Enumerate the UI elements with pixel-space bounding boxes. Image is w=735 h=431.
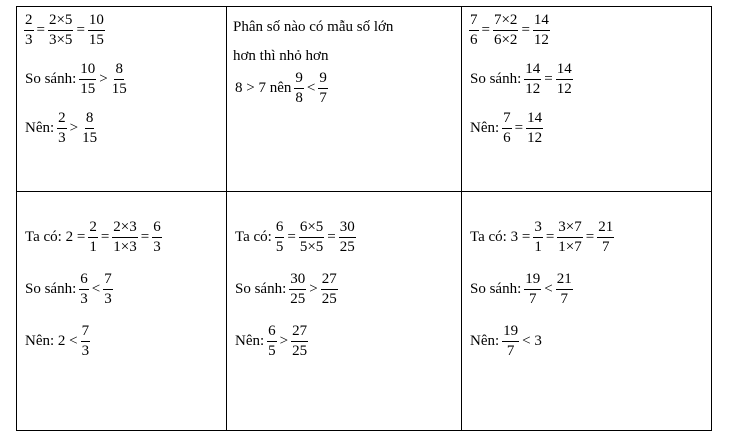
fraction-numerator: 30 xyxy=(289,272,306,290)
fraction xyxy=(502,111,512,146)
fraction-numerator: 9 xyxy=(294,71,304,89)
math-text: = xyxy=(100,229,110,245)
fraction-numerator: 3×7 xyxy=(557,220,582,238)
math-line xyxy=(468,220,705,255)
fraction-numerator: 30 xyxy=(339,220,356,238)
fraction-numerator: 2×3 xyxy=(112,220,137,238)
fraction xyxy=(318,71,328,106)
fraction-denominator: 12 xyxy=(533,32,549,48)
fraction-denominator: 15 xyxy=(111,81,127,97)
fraction-numerator: 6 xyxy=(267,324,277,342)
fraction xyxy=(81,111,98,146)
fraction xyxy=(556,272,573,307)
math-text: Ta có: 2 = xyxy=(25,229,86,245)
cell-1-2 xyxy=(227,7,462,192)
math-text: > xyxy=(99,71,108,87)
math-text: Nên: xyxy=(470,333,500,349)
fraction xyxy=(493,13,518,48)
fraction-numerator: 2 xyxy=(88,220,98,238)
math-text: Ta có: xyxy=(235,229,272,245)
fraction-denominator: 5 xyxy=(275,239,284,255)
math-text: = xyxy=(327,229,336,245)
math-line xyxy=(233,324,455,359)
fraction-numerator: 8 xyxy=(114,62,124,80)
fraction-numerator: 3 xyxy=(533,220,543,238)
math-text: < xyxy=(306,80,316,96)
fraction xyxy=(112,220,137,255)
fraction-numerator: 6 xyxy=(275,220,285,238)
math-line xyxy=(468,272,705,307)
fraction-denominator: 3×5 xyxy=(48,32,73,48)
fraction-numerator: 14 xyxy=(533,13,550,31)
math-text: = xyxy=(140,229,150,245)
fraction xyxy=(88,220,98,255)
math-text: 8 > 7 nên xyxy=(235,80,292,96)
fraction xyxy=(111,62,128,97)
math-text: < xyxy=(91,281,101,297)
math-line xyxy=(23,324,220,359)
math-line xyxy=(468,111,705,146)
fraction-numerator: 19 xyxy=(502,324,519,342)
fraction-numerator: 2×5 xyxy=(48,13,73,31)
table-row xyxy=(17,192,712,431)
fraction xyxy=(291,324,308,359)
fraction-numerator: 7 xyxy=(103,272,113,290)
fraction-numerator: 10 xyxy=(79,62,96,80)
comparison-table xyxy=(16,6,712,431)
fraction-denominator: 7 xyxy=(560,291,568,307)
fraction-denominator: 25 xyxy=(339,239,355,255)
fraction-denominator: 7 xyxy=(529,291,537,307)
math-text: > xyxy=(279,333,289,349)
cell-2-1 xyxy=(17,192,227,431)
fraction-denominator: 15 xyxy=(80,81,96,97)
math-line xyxy=(233,71,455,106)
fraction-denominator: 1 xyxy=(534,239,542,255)
fraction-numerator: 27 xyxy=(321,272,338,290)
fraction-numerator: 2 xyxy=(57,111,67,129)
fraction xyxy=(294,71,304,106)
math-text: > xyxy=(309,281,318,297)
math-text: So sánh: xyxy=(470,71,522,87)
math-line xyxy=(23,62,220,97)
fraction-numerator: 6 xyxy=(152,220,162,238)
fraction-denominator: 3 xyxy=(58,130,66,146)
fraction-denominator: 3 xyxy=(81,343,90,359)
fraction xyxy=(339,220,356,255)
math-text: > xyxy=(69,120,79,136)
fraction-denominator: 6 xyxy=(503,130,511,146)
fraction xyxy=(267,324,277,359)
fraction-denominator: 5×5 xyxy=(299,239,324,255)
fraction-denominator: 5 xyxy=(268,343,276,359)
fraction xyxy=(557,220,582,255)
fraction-denominator: 3 xyxy=(25,32,33,48)
fraction-numerator: 19 xyxy=(524,272,541,290)
fraction xyxy=(469,13,479,48)
fraction xyxy=(48,13,73,48)
fraction xyxy=(79,272,89,307)
fraction-denominator: 15 xyxy=(88,32,104,48)
fraction xyxy=(299,220,324,255)
fraction-numerator: 6×5 xyxy=(299,220,324,238)
fraction-denominator: 3 xyxy=(80,291,88,307)
fraction-numerator: 10 xyxy=(88,13,105,31)
fraction xyxy=(524,272,541,307)
math-line xyxy=(23,111,220,146)
math-text: = xyxy=(287,229,296,245)
fraction xyxy=(502,324,519,359)
math-line xyxy=(23,220,220,255)
fraction-denominator: 1×3 xyxy=(113,239,137,255)
fraction xyxy=(533,220,543,255)
math-text: < 3 xyxy=(522,333,542,349)
cell-1-1 xyxy=(17,7,227,192)
fraction-denominator: 25 xyxy=(321,291,337,307)
fraction-denominator: 12 xyxy=(527,130,543,146)
fraction-denominator: 7 xyxy=(601,239,610,255)
math-line xyxy=(468,13,705,48)
math-text: Nên: xyxy=(235,333,265,349)
fraction xyxy=(24,13,34,48)
fraction-numerator: 7×2 xyxy=(493,13,518,31)
fraction-denominator: 12 xyxy=(525,81,541,97)
fraction-denominator: 3 xyxy=(153,239,161,255)
fraction xyxy=(524,62,541,97)
math-line xyxy=(468,324,705,359)
fraction-numerator: 14 xyxy=(556,62,573,80)
fraction-denominator: 25 xyxy=(290,291,306,307)
fraction-numerator: 9 xyxy=(318,71,328,89)
math-text: Nên: 2 < xyxy=(25,333,78,349)
fraction-denominator: 7 xyxy=(319,90,327,106)
table-row xyxy=(17,7,712,192)
math-text: = xyxy=(521,22,530,38)
math-text: Nên: xyxy=(470,120,500,136)
fraction-numerator: 21 xyxy=(597,220,614,238)
math-text: = xyxy=(545,229,555,245)
fraction-denominator: 1 xyxy=(89,239,97,255)
text-line: hơn thì nhỏ hơn xyxy=(233,48,329,64)
math-line xyxy=(233,272,455,307)
math-line xyxy=(233,220,455,255)
fraction-denominator: 3 xyxy=(104,291,112,307)
fraction-denominator: 25 xyxy=(292,343,308,359)
cell-2-3 xyxy=(462,192,712,431)
math-text: So sánh: xyxy=(25,71,77,87)
math-text: So sánh: xyxy=(235,281,287,297)
fraction-numerator: 14 xyxy=(526,111,543,129)
fraction-denominator: 1×7 xyxy=(558,239,582,255)
fraction-numerator: 21 xyxy=(556,272,573,290)
fraction xyxy=(289,272,306,307)
fraction xyxy=(152,220,162,255)
fraction-numerator: 7 xyxy=(502,111,512,129)
fraction xyxy=(57,111,67,146)
math-text: = xyxy=(36,22,45,38)
text-line: Phân số nào có mẫu số lớn xyxy=(233,19,394,35)
fraction-denominator: 12 xyxy=(556,81,572,97)
fraction-denominator: 15 xyxy=(82,130,98,146)
fraction xyxy=(81,324,91,359)
fraction-numerator: 6 xyxy=(79,272,89,290)
math-line xyxy=(23,272,220,307)
cell-2-2 xyxy=(227,192,462,431)
fraction-denominator: 6 xyxy=(470,32,478,48)
fraction-numerator: 14 xyxy=(524,62,541,80)
math-text: = xyxy=(544,71,553,87)
fraction xyxy=(275,220,285,255)
math-text: Nên: xyxy=(25,120,55,136)
math-text: = xyxy=(481,22,490,38)
fraction-numerator: 7 xyxy=(469,13,479,31)
math-text: = xyxy=(514,120,524,136)
fraction xyxy=(556,62,573,97)
math-text: So sánh: xyxy=(25,281,77,297)
fraction-numerator: 2 xyxy=(24,13,34,31)
fraction xyxy=(533,13,550,48)
fraction xyxy=(526,111,543,146)
fraction-denominator: 8 xyxy=(295,90,303,106)
fraction xyxy=(321,272,338,307)
math-text: So sánh: xyxy=(470,281,522,297)
math-text: Ta có: 3 = xyxy=(470,229,531,245)
math-text: = xyxy=(76,22,85,38)
fraction xyxy=(79,62,96,97)
fraction xyxy=(597,220,614,255)
fraction-denominator: 6×2 xyxy=(493,32,518,48)
fraction xyxy=(88,13,105,48)
fraction-numerator: 7 xyxy=(81,324,91,342)
math-line xyxy=(468,62,705,97)
math-line xyxy=(23,13,220,48)
math-text: = xyxy=(585,229,595,245)
math-text: < xyxy=(544,281,553,297)
fraction-numerator: 8 xyxy=(85,111,95,129)
cell-1-3 xyxy=(462,7,712,192)
fraction-numerator: 27 xyxy=(291,324,308,342)
fraction xyxy=(103,272,113,307)
fraction-denominator: 7 xyxy=(506,343,515,359)
